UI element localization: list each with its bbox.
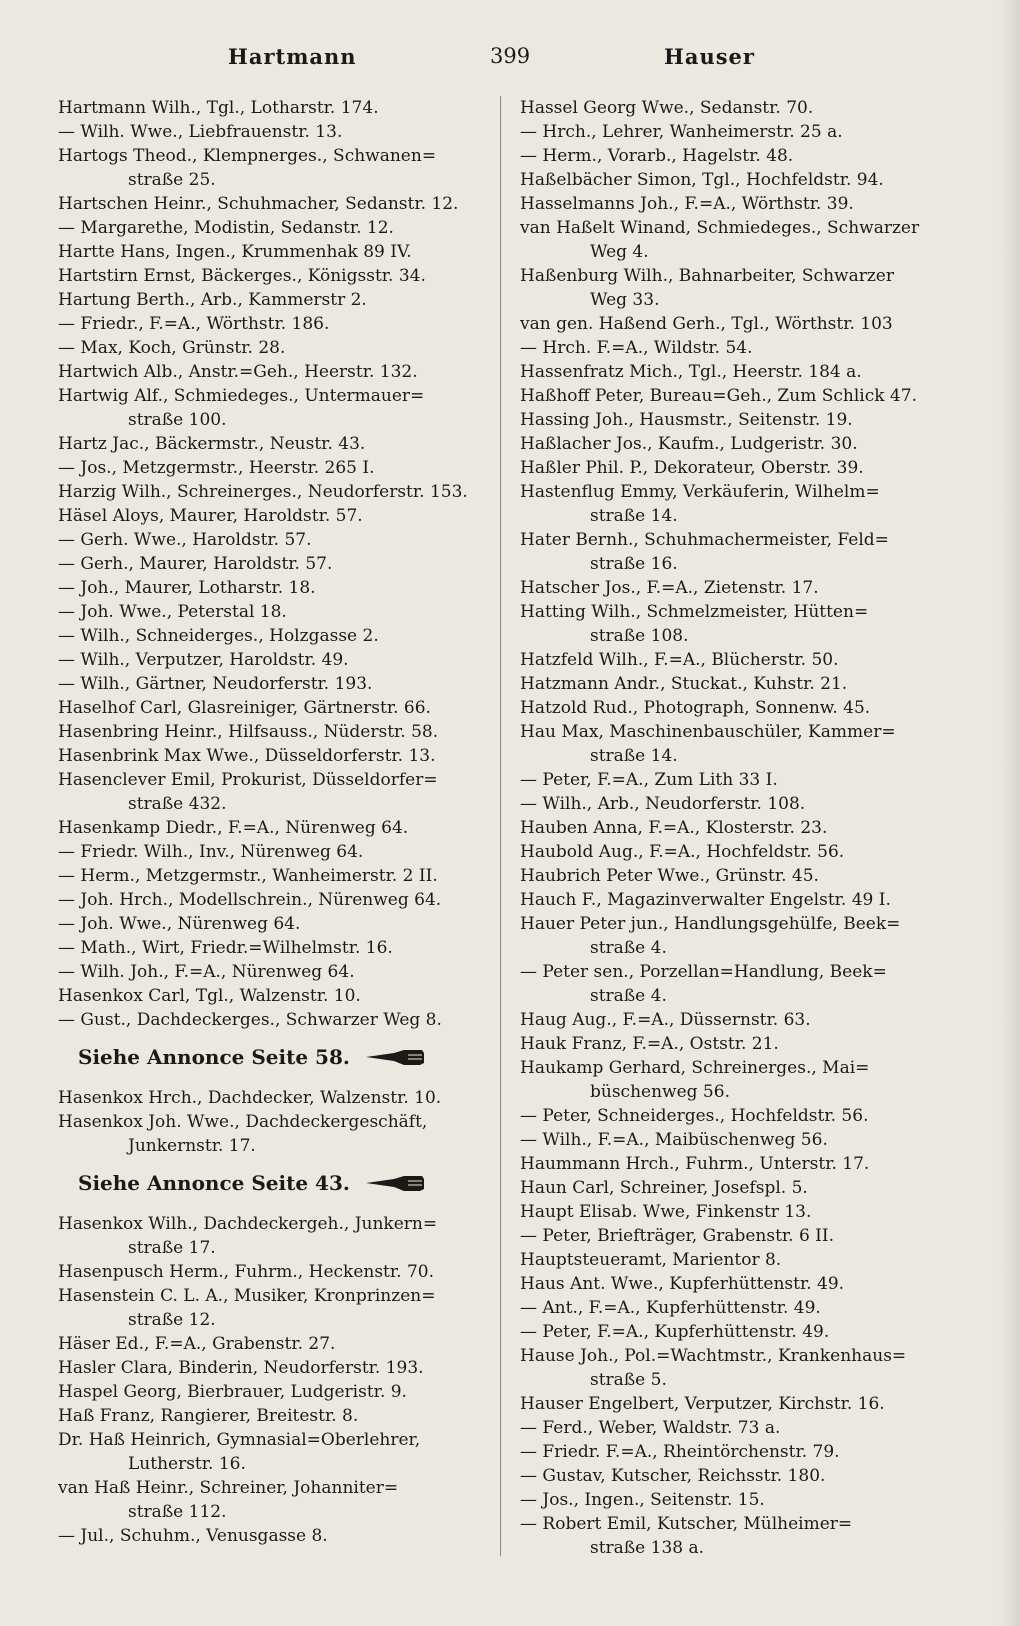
directory-entry: Hasler Clara, Binderin, Neudorferstr. 193. <box>58 1358 424 1378</box>
directory-entry: Haun Carl, Schreiner, Josefspl. 5. <box>520 1178 808 1198</box>
directory-entry: Haug Aug., F.=A., Düssernstr. 63. <box>520 1010 811 1030</box>
directory-entry: Hartmann Wilh., Tgl., Lotharstr. 174. <box>58 98 379 118</box>
directory-entry: — Gerh. Wwe., Haroldstr. 57. <box>58 530 312 550</box>
page-edge-shadow <box>998 0 1020 1626</box>
directory-entry: Haubrich Peter Wwe., Grünstr. 45. <box>520 866 819 886</box>
directory-entry: Haummann Hrch., Fuhrm., Unterstr. 17. <box>520 1154 870 1174</box>
directory-entry: Haukamp Gerhard, Schreinerges., Mai= <box>520 1058 870 1078</box>
directory-entry: Hatzold Rud., Photograph, Sonnenw. 45. <box>520 698 871 718</box>
directory-entry: Hauser Engelbert, Verputzer, Kirchstr. 16. <box>520 1394 885 1414</box>
directory-entry: — Robert Emil, Kutscher, Mülheimer= <box>520 1514 853 1534</box>
entry-continuation: straße 5. <box>590 1370 667 1390</box>
directory-entry: Hasenkamp Diedr., F.=A., Nürenweg 64. <box>58 818 409 838</box>
page-header <box>60 44 960 80</box>
directory-entry: — Herm., Vorarb., Hagelstr. 48. <box>520 146 794 166</box>
directory-entry: Haubold Aug., F.=A., Hochfeldstr. 56. <box>520 842 845 862</box>
directory-entry: — Ferd., Weber, Waldstr. 73 a. <box>520 1418 781 1438</box>
entry-continuation: straße 14. <box>590 746 678 766</box>
left-column <box>58 96 476 1548</box>
entry-continuation: straße 4. <box>590 986 667 1006</box>
directory-entry: — Friedr. Wilh., Inv., Nürenweg 64. <box>58 842 364 862</box>
directory-entry: van Haßelt Winand, Schmiedeges., Schwarzer <box>520 218 920 238</box>
directory-entry: Hasselmanns Joh., F.=A., Wörthstr. 39. <box>520 194 854 214</box>
pointing-hand-icon <box>364 1047 426 1067</box>
directory-entry: — Hrch. F.=A., Wildstr. 54. <box>520 338 753 358</box>
directory-entry: — Math., Wirt, Friedr.=Wilhelmstr. 16. <box>58 938 393 958</box>
directory-entry: van gen. Haßend Gerh., Tgl., Wörthstr. 103 <box>520 314 893 334</box>
directory-entry: — Hrch., Lehrer, Wanheimerstr. 25 a. <box>520 122 843 142</box>
directory-entry: — Wilh., Gärtner, Neudorferstr. 193. <box>58 674 373 694</box>
entry-continuation: Junkernstr. 17. <box>128 1136 256 1156</box>
directory-entry: Hasenkox Wilh., Dachdeckergeh., Junkern= <box>58 1214 438 1234</box>
directory-entry: — Ant., F.=A., Kupferhüttenstr. 49. <box>520 1298 821 1318</box>
directory-entry: Haßelbächer Simon, Tgl., Hochfeldstr. 94. <box>520 170 884 190</box>
directory-entry: Haßler Phil. P., Dekorateur, Oberstr. 39. <box>520 458 864 478</box>
directory-entry: Hasenstein C. L. A., Musiker, Kronprinzen= <box>58 1286 436 1306</box>
entry-continuation: Weg 4. <box>590 242 649 262</box>
directory-entry: Haßhoff Peter, Bureau=Geh., Zum Schlick 47. <box>520 386 917 406</box>
page-number: 399 <box>490 44 531 68</box>
directory-entry: — Wilh., Verputzer, Haroldstr. 49. <box>58 650 349 670</box>
entry-continuation: straße 112. <box>128 1502 227 1522</box>
entry-continuation: Weg 33. <box>590 290 660 310</box>
directory-entry: — Peter, F.=A., Zum Lith 33 I. <box>520 770 778 790</box>
directory-entry: Hassing Joh., Hausmstr., Seitenstr. 19. <box>520 410 853 430</box>
directory-entry: — Jos., Metzgermstr., Heerstr. 265 I. <box>58 458 375 478</box>
directory-entry: — Peter sen., Porzellan=Handlung, Beek= <box>520 962 887 982</box>
directory-entry: Hatscher Jos., F.=A., Zietenstr. 17. <box>520 578 819 598</box>
entry-continuation: büschenweg 56. <box>590 1082 730 1102</box>
annonce-notice <box>58 1168 476 1198</box>
directory-entry: Haselhof Carl, Glasreiniger, Gärtnerstr. 66. <box>58 698 431 718</box>
pointing-hand-icon <box>364 1173 426 1193</box>
directory-entry: Hauch F., Magazinverwalter Engelstr. 49 I. <box>520 890 891 910</box>
directory-entry: — Peter, Briefträger, Grabenstr. 6 II. <box>520 1226 835 1246</box>
directory-entry: Hasenkox Hrch., Dachdecker, Walzenstr. 10. <box>58 1088 442 1108</box>
header-right-keyword: Hauser <box>664 44 755 69</box>
directory-entry: — Wilh. Wwe., Liebfrauenstr. 13. <box>58 122 343 142</box>
entry-continuation: straße 16. <box>590 554 678 574</box>
directory-entry: Hassel Georg Wwe., Sedanstr. 70. <box>520 98 814 118</box>
directory-entry: — Wilh., Schneiderges., Holzgasse 2. <box>58 626 379 646</box>
directory-entry: Hauk Franz, F.=A., Oststr. 21. <box>520 1034 779 1054</box>
header-left-keyword: Hartmann <box>228 44 357 69</box>
entry-continuation: straße 25. <box>128 170 216 190</box>
directory-entry: — Peter, F.=A., Kupferhüttenstr. 49. <box>520 1322 830 1342</box>
directory-entry: Haßenburg Wilh., Bahnarbeiter, Schwarzer <box>520 266 894 286</box>
annonce-text: Siehe Annonce Seite 43. <box>78 1171 350 1195</box>
directory-entry: — Friedr. F.=A., Rheintörchenstr. 79. <box>520 1442 840 1462</box>
directory-entry: — Wilh., F.=A., Maibüschenweg 56. <box>520 1130 828 1150</box>
annonce-text: Siehe Annonce Seite 58. <box>78 1045 350 1069</box>
directory-entry: — Wilh., Arb., Neudorferstr. 108. <box>520 794 806 814</box>
directory-entry: Hartte Hans, Ingen., Krummenhak 89 IV. <box>58 242 412 262</box>
directory-entry: — Jos., Ingen., Seitenstr. 15. <box>520 1490 765 1510</box>
directory-entry: Häsel Aloys, Maurer, Haroldstr. 57. <box>58 506 363 526</box>
directory-entry: Hasenbrink Max Wwe., Düsseldorferstr. 13. <box>58 746 436 766</box>
directory-entry: — Wilh. Joh., F.=A., Nürenweg 64. <box>58 962 355 982</box>
directory-entry: Haßlacher Jos., Kaufm., Ludgeristr. 30. <box>520 434 858 454</box>
directory-entry: — Joh. Wwe., Peterstal 18. <box>58 602 287 622</box>
directory-entry: — Gust., Dachdeckerges., Schwarzer Weg 8. <box>58 1010 442 1030</box>
directory-entry: Hause Joh., Pol.=Wachtmstr., Krankenhaus= <box>520 1346 907 1366</box>
directory-entry: Hasenbring Heinr., Hilfsauss., Nüderstr. 58. <box>58 722 439 742</box>
directory-entry: Hasenkox Carl, Tgl., Walzenstr. 10. <box>58 986 361 1006</box>
directory-entry: Hartwig Alf., Schmiedeges., Untermauer= <box>58 386 425 406</box>
directory-entry: — Joh., Maurer, Lotharstr. 18. <box>58 578 316 598</box>
directory-entry: Hau Max, Maschinenbauschüler, Kammer= <box>520 722 896 742</box>
directory-entry: Haupt Elisab. Wwe, Finkenstr 13. <box>520 1202 812 1222</box>
directory-entry: Hasenclever Emil, Prokurist, Düsseldorfer= <box>58 770 438 790</box>
entry-continuation: straße 108. <box>590 626 689 646</box>
directory-entry: Hastenflug Emmy, Verkäuferin, Wilhelm= <box>520 482 880 502</box>
entry-continuation: Lutherstr. 16. <box>128 1454 246 1474</box>
directory-entry: Hater Bernh., Schuhmachermeister, Feld= <box>520 530 889 550</box>
directory-entry: Haß Franz, Rangierer, Breitestr. 8. <box>58 1406 359 1426</box>
right-column <box>520 96 940 1560</box>
directory-entry: Hatzfeld Wilh., F.=A., Blücherstr. 50. <box>520 650 839 670</box>
directory-entry: — Gerh., Maurer, Haroldstr. 57. <box>58 554 333 574</box>
entry-continuation: straße 100. <box>128 410 227 430</box>
directory-entry: — Gustav, Kutscher, Reichsstr. 180. <box>520 1466 826 1486</box>
directory-entry: — Margarethe, Modistin, Sedanstr. 12. <box>58 218 394 238</box>
directory-entry: Hauptsteueramt, Marientor 8. <box>520 1250 782 1270</box>
directory-entry: van Haß Heinr., Schreiner, Johanniter= <box>58 1478 399 1498</box>
directory-entry: Haspel Georg, Bierbrauer, Ludgeristr. 9. <box>58 1382 407 1402</box>
directory-entry: — Friedr., F.=A., Wörthstr. 186. <box>58 314 330 334</box>
entry-continuation: straße 4. <box>590 938 667 958</box>
directory-entry: — Joh. Wwe., Nürenweg 64. <box>58 914 301 934</box>
directory-entry: Harzig Wilh., Schreinerges., Neudorferstr. 153. <box>58 482 468 502</box>
directory-entry: — Peter, Schneiderges., Hochfeldstr. 56. <box>520 1106 869 1126</box>
directory-entry: Hartz Jac., Bäckermstr., Neustr. 43. <box>58 434 366 454</box>
directory-entry: — Herm., Metzgermstr., Wanheimerstr. 2 II. <box>58 866 438 886</box>
directory-entry: Hartwich Alb., Anstr.=Geh., Heerstr. 132. <box>58 362 418 382</box>
directory-entry: Hatzmann Andr., Stuckat., Kuhstr. 21. <box>520 674 848 694</box>
entry-continuation: straße 12. <box>128 1310 216 1330</box>
directory-entry: — Max, Koch, Grünstr. 28. <box>58 338 286 358</box>
entry-continuation: straße 138 a. <box>590 1538 705 1558</box>
directory-entry: Haus Ant. Wwe., Kupferhüttenstr. 49. <box>520 1274 845 1294</box>
directory-entry: Hartung Berth., Arb., Kammerstr 2. <box>58 290 367 310</box>
directory-entry: Dr. Haß Heinrich, Gymnasial=Oberlehrer, <box>58 1430 421 1450</box>
directory-entry: Hartschen Heinr., Schuhmacher, Sedanstr. 12. <box>58 194 459 214</box>
directory-entry: Hauben Anna, F.=A., Klosterstr. 23. <box>520 818 828 838</box>
directory-entry: Hartogs Theod., Klempnerges., Schwanen= <box>58 146 437 166</box>
entry-continuation: straße 17. <box>128 1238 216 1258</box>
directory-entry: Hasenpusch Herm., Fuhrm., Heckenstr. 70. <box>58 1262 434 1282</box>
directory-entry: Hatting Wilh., Schmelzmeister, Hütten= <box>520 602 869 622</box>
directory-entry: Häser Ed., F.=A., Grabenstr. 27. <box>58 1334 336 1354</box>
directory-entry: — Jul., Schuhm., Venusgasse 8. <box>58 1526 328 1546</box>
column-divider <box>500 96 501 1556</box>
annonce-notice <box>58 1042 476 1072</box>
entry-continuation: straße 14. <box>590 506 678 526</box>
directory-entry: Hartstirn Ernst, Bäckerges., Königsstr. 34. <box>58 266 426 286</box>
directory-entry: Hassenfratz Mich., Tgl., Heerstr. 184 a. <box>520 362 862 382</box>
entry-continuation: straße 432. <box>128 794 227 814</box>
directory-entry: Hasenkox Joh. Wwe., Dachdeckergeschäft, <box>58 1112 428 1132</box>
directory-entry: Hauer Peter jun., Handlungsgehülfe, Beek= <box>520 914 901 934</box>
directory-entry: — Joh. Hrch., Modellschrein., Nürenweg 64. <box>58 890 442 910</box>
